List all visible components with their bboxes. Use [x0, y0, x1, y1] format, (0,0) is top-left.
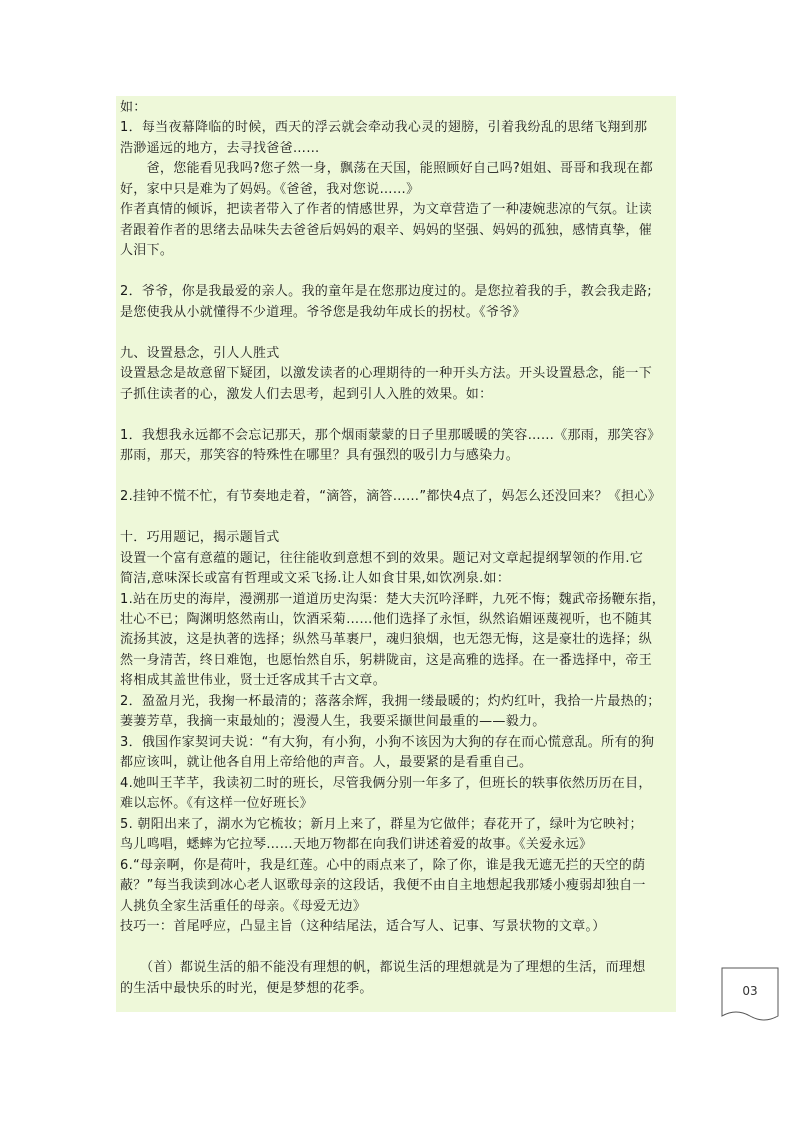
text-line: 是您使我从小就懂得不少道理。爷爷您是我幼年成长的拐杖。《爷爷》: [120, 304, 526, 320]
text-line: 2.挂钟不慌不忙，有节奏地走着，“滴答，滴答……”都快4点了，妈怎么还没回来？《担心》: [120, 489, 662, 505]
page-number-tab: [720, 966, 780, 1024]
text-line: 那雨，那天，那笑容的特殊性在哪里？具有强烈的吸引力与感染力。: [120, 448, 520, 464]
text-line: 1．每当夜幕降临的时候，西天的浮云就会牵动我心灵的翅膀，引着我纷乱的思绪飞翔到那: [120, 120, 648, 136]
text-line: 然一身清苦，终日难饱，也愿怡然自乐，躬耕陇亩，这是高雅的选择。在一番选择中，帝王: [120, 652, 653, 668]
page-number: 03: [742, 984, 758, 998]
text-line: 蔽？”每当我读到冰心老人讴歌母亲的这段话，我便不由自主地想起我那矮小瘦弱却独自一: [120, 878, 646, 894]
text-line: 鸟儿鸣唱，蟋蟀为它拉琴……天地万物都在向我们讲述着爱的故事。《关爱永远》: [120, 837, 593, 853]
text-line: 壮心不已；陶渊明悠然南山，饮酒采菊……他们选择了永恒，纵然谄媚诬蔑视听，也不随其: [120, 612, 653, 627]
text-line: 好，家中只是难为了妈妈。《爸爸，我对您说……》: [120, 181, 420, 197]
text-line: 设置一个富有意蕴的题记，往往能收到意想不到的效果。题记对文章起提纲挈领的作用.它: [120, 550, 644, 566]
text-line: 简洁,意味深长或富有哲理或文采飞扬.让人如食甘果,如饮冽泉.如：: [120, 571, 511, 587]
text-line: 九、设置悬念，引人人胜式: [120, 345, 280, 361]
text-line: 人泪下。: [120, 243, 174, 259]
text-line: 难以忘怀。《有这样一位好班长》: [120, 796, 314, 812]
text-line: 2．爷爷，你是我最爱的亲人。我的童年是在您那边度过的。是您拉着我的手，教会我走路;: [120, 284, 652, 300]
text-line: 如：: [120, 100, 147, 115]
text-line: （首）都说生活的船不能没有理想的帆，都说生活的理想就是为了理想的生活，而理想: [120, 960, 646, 976]
text-line: 十．巧用题记，揭示题旨式: [120, 530, 280, 546]
text-line: 子抓住读者的心，激发人们去思考，起到引人入胜的效果。如：: [120, 386, 493, 402]
text-line: 2．盈盈月光，我掬一杯最清的；落落余辉，我拥一缕最暖的；灼灼红叶，我拾一片最热的；: [120, 693, 661, 709]
text-line: 5. 朝阳出来了，湖水为它梳妆；新月上来了，群星为它做伴；春花开了，绿叶为它映衬；: [120, 816, 643, 832]
text-line: 3．俄国作家契诃夫说：“有大狗，有小狗，小狗不该因为大狗的存在而心慌意乱。所有的狗: [120, 734, 655, 750]
text-line: 作者真情的倾诉，把读者带入了作者的情感世界，为文章营造了一种凄婉悲凉的气氛。让读: [120, 202, 653, 218]
text-line: 设置悬念是故意留下疑团，以激发读者的心理期待的一种开头方法。开头设置悬念，能一下: [120, 366, 653, 382]
text-line: 的生活中最快乐的时光，便是梦想的花季。: [120, 980, 373, 996]
text-line: 技巧一：首尾呼应，凸显主旨（这种结尾法，适合写人、记事、写景状物的文章。）: [120, 919, 606, 935]
text-line: 6.“母亲啊，你是荷叶，我是红莲。心中的雨点来了，除了你，谁是我无遮无拦的天空的荫: [120, 857, 646, 873]
text-line: 人挑负全家生活重任的母亲。《母爱无边》: [120, 898, 367, 914]
text-line: 萋萋芳草，我摘一束最灿的；漫漫人生，我要采撷世间最重的——毅力。: [120, 714, 546, 730]
text-line: 爸，您能看见我吗?您孑然一身，飘荡在天国，能照顾好自己吗?姐姐、哥哥和我现在都: [120, 161, 654, 177]
text-line: 1．我想我永远都不会忘记那天，那个烟雨蒙蒙的日子里那暖暖的笑容……《那雨，那笑容》: [120, 427, 661, 443]
text-line: 4.她叫王芊芊，我读初二时的班长，尽管我俩分别一年多了，但班长的轶事依然历历在目，: [120, 775, 652, 791]
text-line: 将相成其盖世伟业，贤士迁客成其千古文章。: [120, 673, 387, 689]
text-line: 者跟着作者的思绪去品味失去爸爸后妈妈的艰辛、妈妈的坚强、妈妈的孤独，感情真挚，催: [120, 222, 653, 238]
text-line: 都应该叫，就让他各自用上帝给他的声音。人，最要紧的是看重自己。: [120, 755, 533, 771]
text-line: 流扬其波，这是执著的选择；纵然马革裹尸，魂归狼烟，也无怨无悔，这是豪壮的选择；纵: [120, 632, 653, 648]
text-line: 浩渺遥远的地方，去寻找爸爸……: [120, 140, 320, 156]
text-line: 1.站在历史的海岸，漫溯那一道道历史沟渠：楚大夫沉吟泽畔，九死不悔；魏武帝扬鞭东指，: [120, 591, 666, 607]
